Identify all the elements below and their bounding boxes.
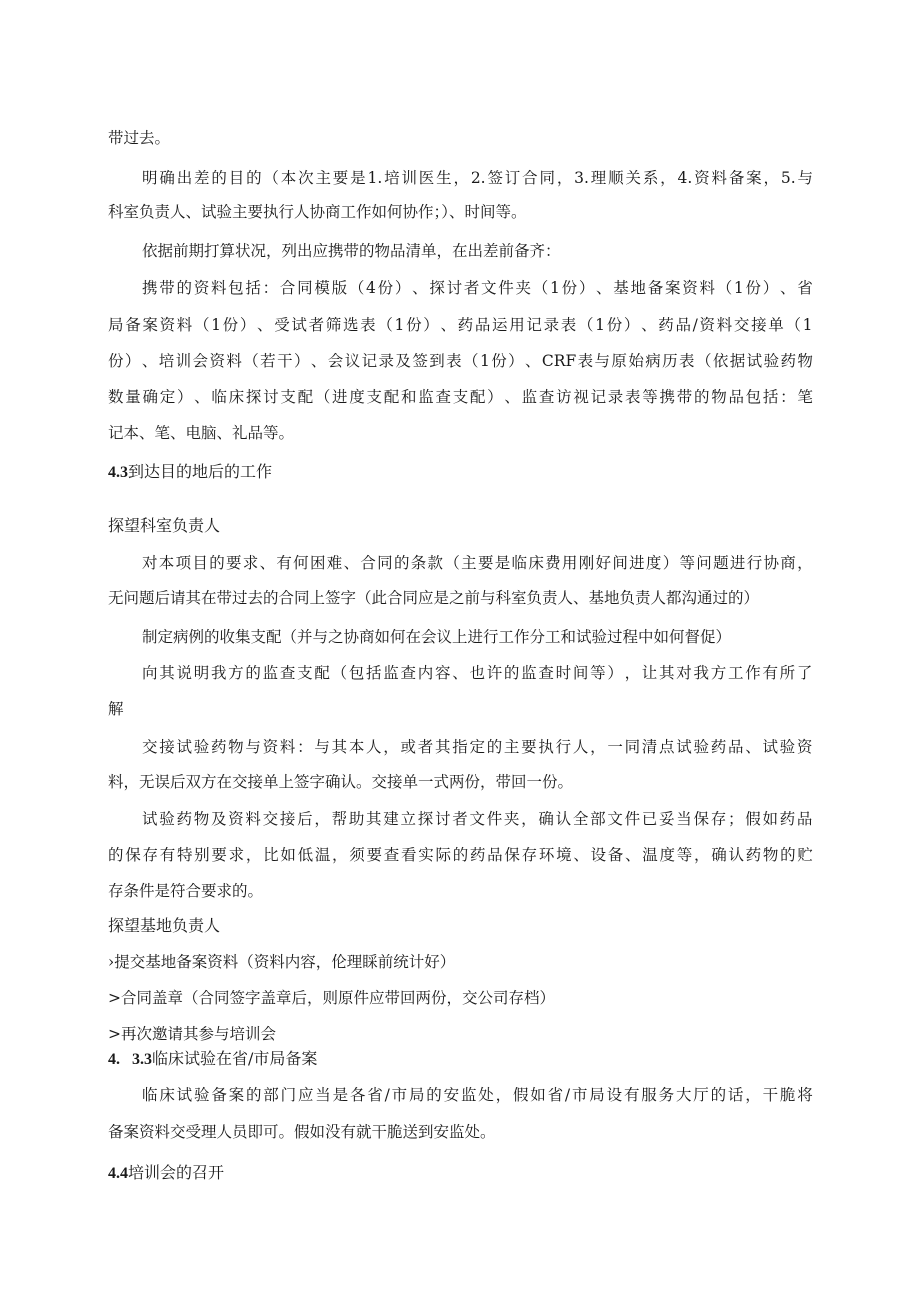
- section-heading-4-3-3: [108, 1048, 317, 1071]
- text-line: 存条件是符合要求的。: [108, 882, 264, 900]
- text-line: 数 量 确 定 ） 、 临 床 探 讨 支 配 （ 进 度 支 配 和 监 查 支 配 ） 、 监 查 访 视 记 录 表 等 携 带 的 物 品 包 括 ： 笔: [108, 388, 813, 406]
- text-line: 明 确 出 差 的 目 的 （ 本 次 主 要 是 1. 培 训 医 生 ， 2. 签 订 合 同 ， 3. 理 顺 关 系 ， 4. 资 料 备 案 ， 5. 与: [142, 169, 813, 187]
- text-line: 临 床 试 验 备 案 的 部 门 应 当 是 各 省 / 市 局 的 安 监 处 ， 假 如 省 / 市 局 设 有 服 务 大 厅 的 话 ， 干 脆 将: [142, 1086, 813, 1104]
- text-line: 备案资料交受理人员即可。假如没有就干脆送到安监处。: [108, 1123, 496, 1141]
- text-line: 无问题后请其在带过去的合同上签字（此合同应是之前与科室负责人、基地负责人都沟通过的）: [108, 589, 760, 607]
- subheading-visit-base: 探望基地负责人: [108, 916, 221, 935]
- section-title: 临床试验在省/市局备案: [152, 1049, 318, 1068]
- section-title: 到达目的地后的工作: [128, 462, 273, 481]
- text-line: 科室负责人、试验主要执行人协商工作如何协作；）、时间等。: [108, 203, 527, 221]
- text-line: 的 保 存 有 特 别 要 求 ， 比 如 低 温 ， 须 要 查 看 实 际 的 药 品 保 存 环 境 、 设 备 、 温 度 等 ， 确 认 药 物 的 贮: [108, 846, 813, 864]
- text-line: 份 ） 、 培 训 会 资 料 （ 若 干 ） 、 会 议 记 录 及 签 到 表 （ 1 份 ） 、 CRF 表 与 原 始 病 历 表 （ 依 据 试 验 药 物: [108, 352, 813, 370]
- subheading-visit-dept: 探望科室负责人: [108, 516, 221, 535]
- section-heading-4-4: [108, 1162, 224, 1185]
- section-number: 4.4: [108, 1165, 128, 1182]
- text-line: 携 带 的 资 料 包 括 ： 合 同 模 版 （ 4 份 ） 、 探 讨 者 文 件 夹 （ 1 份 ） 、 基 地 备 案 资 料 （ 1 份 ） 、 省: [142, 279, 813, 297]
- text-line: 局 备 案 资 料 （ 1 份 ） 、 受 试 者 筛 选 表 （ 1 份 ） 、 药 品 运 用 记 录 表 （ 1 份 ） 、 药 品 / 资 料 交 接 单 （ 1: [108, 316, 813, 334]
- text-line: 对 本 项 目 的 要 求 、 有 何 困 难 、 合 同 的 条 款 （ 主 要 是 临 床 费 用 刚 好 间 进 度 ） 等 问 题 进 行 协 商 ，: [142, 554, 813, 572]
- text-line: 记本、笔、电脑、礼品等。: [108, 424, 295, 442]
- list-item: ›提交基地备案资料（资料内容，伦理睬前统计好）: [108, 953, 456, 971]
- section-number: 4. 3.3: [108, 1051, 152, 1068]
- text-line: 交 接 试 验 药 物 与 资 料 ： 与 其 本 人 ， 或 者 其 指 定 的 主 要 执 行 人 ， 一 同 清 点 试 验 药 品 、 试 验 资: [142, 738, 813, 756]
- text-line: 解: [108, 700, 124, 718]
- section-heading-4-3: [108, 461, 272, 484]
- list-item: >合同盖章（合同签字盖章后，则原件应带回两份，交公司存档）: [108, 989, 555, 1007]
- section-title: 培训会的召开: [128, 1163, 225, 1182]
- text-line: 带过去。: [108, 129, 171, 147]
- text-line: 制定病例的收集支配（并与之协商如何在会议上进行工作分工和试验过程中如何督促）: [142, 628, 732, 646]
- section-number: 4.3: [108, 464, 128, 481]
- list-item: >再次邀请其参与培训会: [108, 1025, 276, 1043]
- text-line: 依据前期打算状况，列出应携带的物品清单，在出差前备齐：: [142, 242, 561, 260]
- text-line: 料，无误后双方在交接单上签字确认。交接单一式两份，带回一份。: [108, 773, 574, 791]
- text-line: 试 验 药 物 及 资 料 交 接 后 ， 帮 助 其 建 立 探 讨 者 文 件 夹 ， 确 认 全 部 文 件 已 妥 当 保 存 ； 假 如 药 品: [142, 810, 813, 828]
- text-line: 向 其 说 明 我 方 的 监 查 支 配 （ 包 括 监 查 内 容 、 也 许 的 监 查 时 间 等 ） ， 让 其 对 我 方 工 作 有 所 了: [142, 664, 813, 682]
